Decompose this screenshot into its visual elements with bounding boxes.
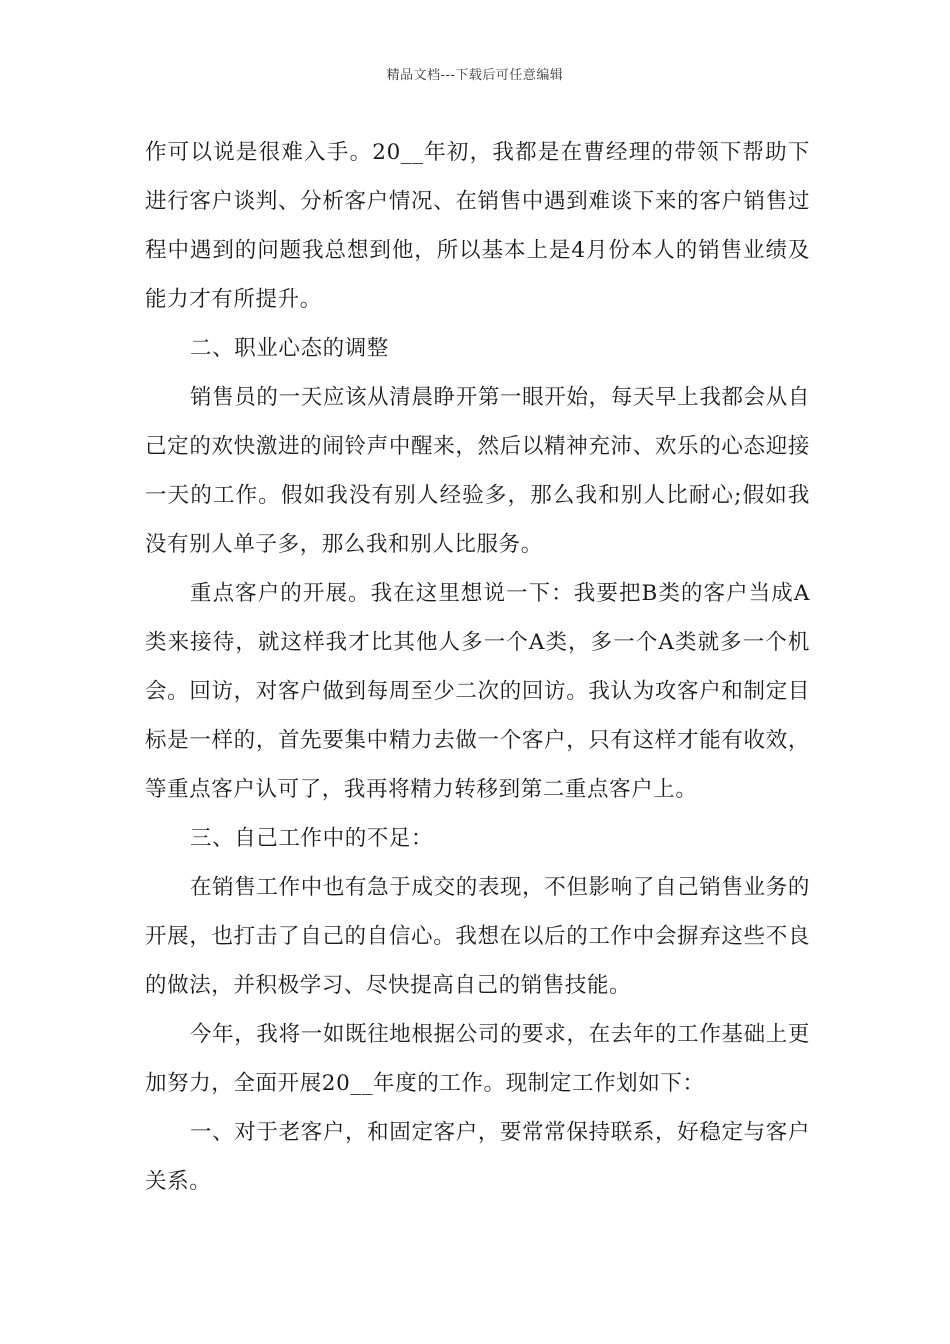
section-heading: 三、自己工作中的不足：: [190, 826, 434, 851]
paragraph: 作可以说是很难入手。20__年初，我都是在曹经理的带领下帮助下进行客户谈判、分析客户情况、在销售中遇到难谈下来的客户销售过程中遇到的问题我总想到他，所以基本上是4月份本人的销售业绩及能力才有所提升。: [145, 140, 810, 312]
document-body: [145, 128, 810, 1206]
section-heading: 二、职业心态的调整: [190, 336, 389, 361]
paragraph: 一、对于老客户，和固定客户，要常常保持联系，好稳定与客户关系。: [145, 1120, 810, 1194]
paragraph: 重点客户的开展。我在这里想说一下：我要把B类的客户当成A类来接待，就这样我才比其他人多一个A类，多一个A类就多一个机会。回访，对客户做到每周至少二次的回访。我认为攻客户和制定目标是一样的，首先要集中精力去做一个客户，只有这样才能有收效，等重点客户认可了，我再将精力转移到第二重点客户上。: [145, 581, 810, 802]
paragraph: 在销售工作中也有急于成交的表现，不但影响了自己销售业务的开展，也打击了自己的自信心。我想在以后的工作中会摒弃这些不良的做法，并积极学习、尽快提高自己的销售技能。: [145, 875, 810, 998]
page-header: 精品文档---下载后可任意编辑: [386, 68, 564, 83]
paragraph: 今年，我将一如既往地根据公司的要求，在去年的工作基础上更加努力，全面开展20__年度的工作。现制定工作划如下：: [145, 1022, 810, 1096]
paragraph: 销售员的一天应该从清晨睁开第一眼开始，每天早上我都会从自己定的欢快激进的闹铃声中醒来，然后以精神充沛、欢乐的心态迎接一天的工作。假如我没有别人经验多，那么我和别人比耐心;假如我没有别人单子多，那么我和别人比服务。: [145, 385, 810, 557]
